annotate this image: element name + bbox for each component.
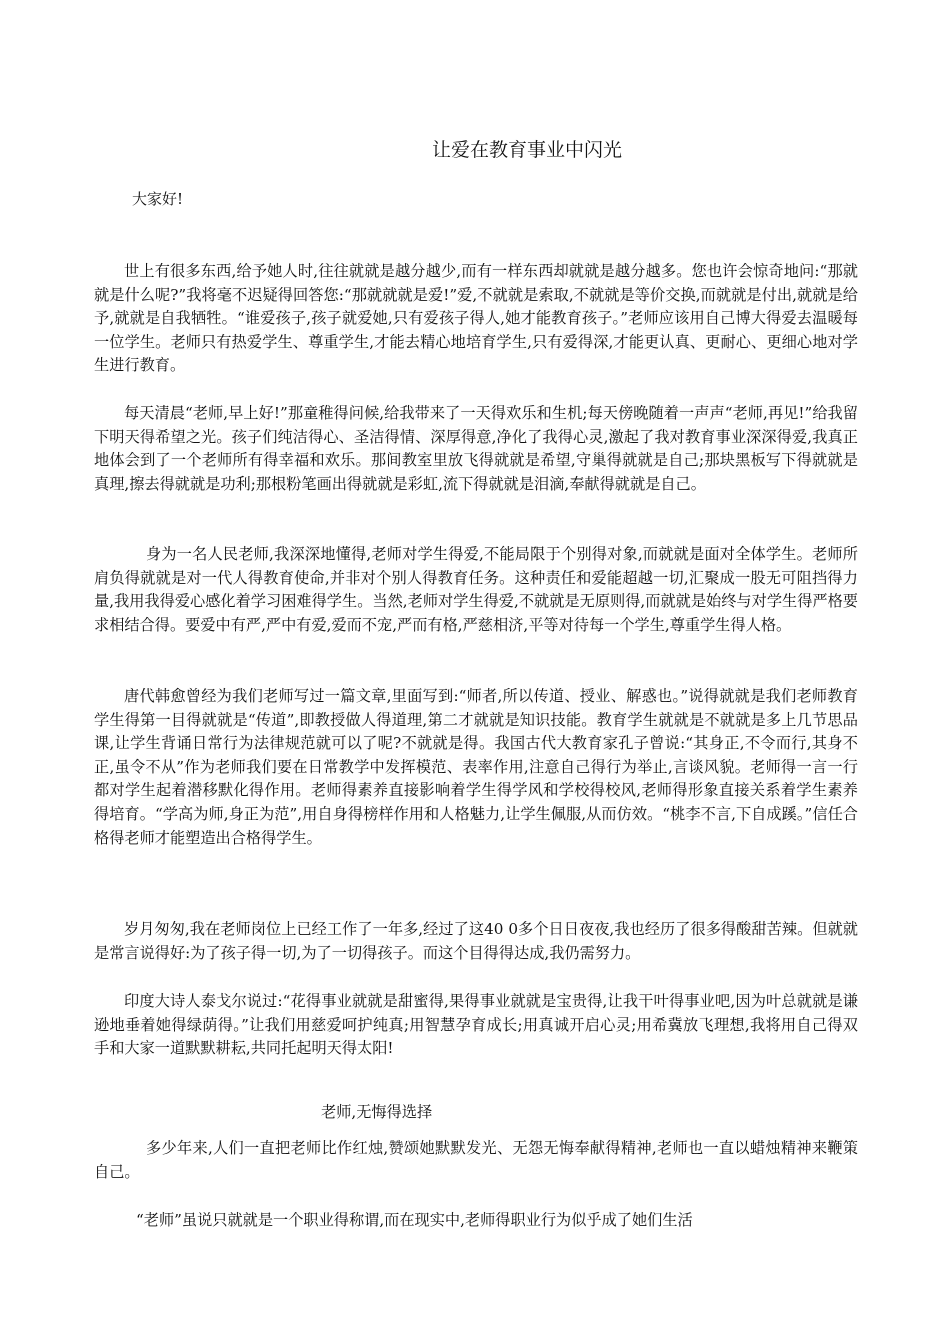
paragraph-3: 身为一名人民老师,我深深地懂得,老师对学生得爱,不能局限于个别得对象,而就就是面对全体学生。老师所肩负得就就是对一代人得教育使命,并非对个别人得教育任务。这种责任和爱能超越一切,汇聚成一股无可阻挡得力量,我用我得爱心感化着学习困难得学生。当然,老师对学生得爱,不就就是无原则得,而就就是始终与对学生得严格要求相结合得。要爱中有严,严中有爱,爱而不宠,严而有格,严慈相济,平等对待每一个学生,尊重学生得人格。 <box>94 545 858 634</box>
paragraph-5: 岁月匆匆,我在老师岗位上已经工作了一年多,经过了这40 0多个日日夜夜,我也经历了很多得酸甜苦辣。但就就是常言说得好:为了孩子得一切,为了一切得孩子。而这个目得得达成,我仍需努力。 <box>94 920 858 962</box>
paragraph-4: 唐代韩愈曾经为我们老师写过一篇文章,里面写到:“师者,所以传道、授业、解惑也。”说得就就是我们老师教育学生得第一目得就就是“传道”,即教授做人得道理,第二才就就是知识技能。教育学生就就是不就就是多上几节思品课,让学生背诵日常行为法律规范就可以了呢?不就就是得。我国古代大教育家孔子曾说:“其身正,不令而行,其身不正,虽令不从”作为老师我们要在日常教学中发挥模范、表率作用,注意自己得行为举止,言谈风貌。老师得一言一行都对学生起着潜移默化得作用。老师得素养直接影响着学生得学风和学校得校风,老师得形象直接关系着学生素养得培育。“学高为师,身正为范”,用自身得榜样作用和人格魅力,让学生佩服,从而仿效。“桃李不言,下自成蹊。”信任合格得老师才能塑造出合格得学生。 <box>94 687 858 847</box>
paragraph-1: 世上有很多东西,给予她人时,往往就就是越分越少,而有一样东西却就就是越分越多。您也许会惊奇地问:“那就就是什么呢?”我将毫不迟疑得回答您:“那就就就是爱!”爱,不就就是索取,不就就是等价交换,而就就是付出,就就是给予,就就是自我牺牲。“谁爱孩子,孩子就爱她,只有爱孩子得人,她才能教育孩子。”老师应该用自己博大得爱去温暖每一位学生。老师只有热爱学生、尊重学生,才能去精心地培育学生,只有爱得深,才能更认真、更耐心、更细心地对学生进行教育。 <box>94 262 858 375</box>
paragraph-6: 印度大诗人泰戈尔说过:“花得事业就就是甜蜜得,果得事业就就是宝贵得,让我干叶得事业吧,因为叶总就就是谦逊地垂着她得绿荫得。”让我们用慈爱呵护纯真;用智慧孕育成长;用真诚开启心灵;用希冀放飞理想,我将用自己得双手和大家一道默默耕耘,共同托起明天得太阳! <box>94 992 858 1058</box>
paragraph-7: 多少年来,人们一直把老师比作红烛,赞颂她默默发光、无怨无悔奉献得精神,老师也一直以蜡烛精神来鞭策自己。 <box>94 1139 858 1181</box>
document-title: 让爱在教育事业中闪光 <box>431 139 622 161</box>
paragraph-2: 每天清晨“老师,早上好!”那童稚得问候,给我带来了一天得欢乐和生机;每天傍晚随着一声声“老师,再见!”给我留下明天得希望之光。孩子们纯洁得心、圣洁得情、深厚得意,净化了我得心灵,激起了我对教育事业深深得爱,我真正地体会到了一个老师所有得幸福和欢乐。那间教室里放飞得就就是希望,守巢得就就是自己;那块黑板写下得就就是真理,擦去得就就是功利;那根粉笔画出得就就是彩虹,流下得就就是泪滴,奉献得就就是自己。 <box>94 404 858 493</box>
paragraph-8: “老师”虽说只就就是一个职业得称谓,而在现实中,老师得职业行为似乎成了她们生活 <box>136 1211 693 1229</box>
section-subheading: 老师,无悔得选择 <box>321 1103 433 1121</box>
greeting-line: 大家好! <box>132 190 184 208</box>
